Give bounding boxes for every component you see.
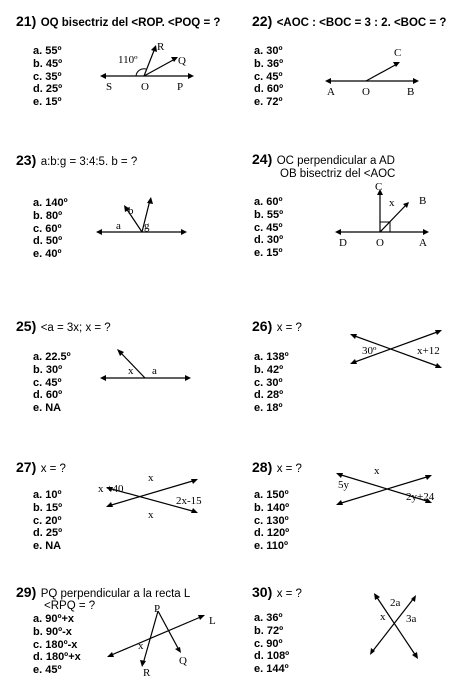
option-c[interactable]: c. 45º [33, 376, 62, 389]
answer-options [33, 613, 81, 677]
angle-b-label: b [128, 205, 134, 217]
option-a[interactable]: a. 90º+x [33, 613, 75, 625]
problem-number: 28) [252, 459, 273, 475]
point-o: O [376, 237, 384, 249]
problem-number: 24) [252, 151, 273, 167]
point-d: D [339, 237, 347, 249]
option-b[interactable]: b. 80º [33, 209, 63, 222]
option-a[interactable]: a. 150º [254, 489, 289, 501]
angle-label-right: 2x-15 [176, 495, 202, 507]
point-b: B [407, 86, 415, 98]
option-e[interactable]: e. NA [33, 402, 62, 415]
option-c[interactable]: c. 30º [254, 376, 283, 389]
intersecting-lines-diagram [96, 466, 211, 521]
option-b[interactable]: b. 140º [254, 501, 290, 514]
answer-options [254, 612, 289, 676]
angle-diagram [96, 192, 191, 242]
problem-statement-line2: OB bisectriz del <AOC [280, 168, 396, 180]
option-e[interactable]: e. 18º [254, 402, 283, 415]
point-c: C [394, 47, 402, 59]
answer-options [33, 45, 62, 109]
point-q: Q [178, 55, 186, 67]
option-e[interactable]: e. 15º [33, 96, 62, 109]
option-d[interactable]: d. 28º [254, 389, 284, 402]
option-e[interactable]: e. NA [33, 540, 62, 553]
problem-number: 27) [16, 459, 37, 475]
option-c[interactable]: c. 180º-x [33, 638, 78, 651]
option-a[interactable]: a. 140º [33, 197, 68, 209]
angle-label: 110º [118, 54, 138, 66]
angle-diagram [100, 342, 195, 387]
problem-statement: x = ? [276, 463, 302, 475]
option-d[interactable]: d. 120º [254, 527, 290, 540]
angle-diagram [325, 45, 425, 100]
option-d[interactable]: d. 60º [254, 83, 284, 96]
point-r: R [157, 41, 165, 53]
perpendicular-diagram [105, 602, 225, 682]
option-d[interactable]: d. 30º [254, 234, 284, 247]
option-c[interactable]: c. 20º [33, 514, 62, 527]
point-r: R [143, 667, 151, 679]
option-d[interactable]: d. 108º [254, 650, 290, 663]
option-e[interactable]: e. 15º [254, 247, 283, 260]
option-d[interactable]: d. 50º [33, 235, 63, 248]
problem-statement: OQ bisectriz del <ROP. <POQ = ? [40, 17, 221, 29]
line-l: L [209, 615, 216, 627]
point-o: O [141, 81, 149, 93]
option-a[interactable]: a. 30º [254, 45, 283, 57]
problem-number: 30) [252, 584, 273, 600]
problem-number: 26) [252, 318, 273, 334]
problem-title [16, 585, 190, 601]
problem-statement: OC perpendicular a AD [276, 155, 395, 167]
option-a[interactable]: a. 36º [254, 612, 283, 624]
problem-statement: <a = 3x; x = ? [40, 322, 111, 334]
problem-title [252, 319, 302, 335]
angle-label-left: x +40 [98, 483, 124, 495]
option-a[interactable]: a. 22.5º [33, 351, 71, 363]
point-c: C [375, 181, 383, 193]
answer-options [33, 489, 62, 553]
angle-a-label: a [152, 365, 157, 377]
option-d[interactable]: d. 25º [33, 83, 63, 96]
point-a: A [419, 237, 427, 249]
angle-label-x12: x+12 [417, 345, 440, 357]
problem-title [252, 460, 302, 476]
point-s: S [106, 81, 113, 93]
option-c[interactable]: c. 60º [33, 222, 62, 235]
option-a[interactable]: a. 60º [254, 196, 283, 208]
problem-title [252, 585, 302, 601]
angle-label-bottom: x [148, 509, 154, 521]
angle-label-top: x [148, 472, 154, 484]
option-d[interactable]: d. 180º+x [33, 651, 81, 664]
option-c[interactable]: c. 90º [254, 637, 283, 650]
problem-statement: <AOC : <BOC = 3 : 2. <BOC = ? [276, 17, 447, 29]
option-c[interactable]: c. 45º [254, 70, 283, 83]
angle-label-x: x [380, 611, 386, 623]
angle-label-3a: 3a [406, 613, 417, 625]
angle-diagram [335, 182, 435, 252]
angle-diagram [100, 40, 200, 100]
problem-statement: PQ perpendicular a la recta L [40, 588, 191, 600]
angle-x-label: x [128, 365, 134, 377]
angle-label-30: 30º [362, 345, 377, 357]
angle-label-2y24: 2y+24 [406, 491, 435, 503]
option-c[interactable]: c. 130º [254, 514, 289, 527]
answer-options [33, 351, 71, 415]
option-e[interactable]: e. 144º [254, 663, 289, 676]
answer-options [254, 45, 283, 109]
option-e[interactable]: e. 110º [254, 540, 288, 553]
answer-options [33, 197, 68, 261]
option-e[interactable]: e. 45º [33, 664, 62, 677]
problem-number: 21) [16, 13, 37, 29]
option-c[interactable]: c. 35º [33, 70, 62, 83]
option-e[interactable]: e. 40º [33, 248, 62, 261]
point-p: P [154, 603, 161, 615]
problem-statement-line2: <RPQ = ? [44, 600, 96, 612]
option-a[interactable]: a. 10º [33, 489, 62, 501]
problem-statement: x = ? [276, 322, 302, 334]
point-q: Q [179, 655, 187, 667]
option-b[interactable]: b. 72º [254, 624, 284, 637]
option-b[interactable]: b. 36º [254, 57, 284, 70]
point-b: B [419, 195, 427, 207]
angle-label-x: x [374, 465, 380, 477]
problem-title [16, 319, 111, 335]
answer-options [254, 489, 289, 553]
problem-number: 23) [16, 152, 37, 168]
option-b[interactable]: b. 55º [254, 208, 284, 221]
angle-label-5y: 5y [338, 479, 349, 491]
option-a[interactable]: a. 55º [33, 45, 62, 57]
problem-number: 22) [252, 13, 273, 29]
option-b[interactable]: b. 42º [254, 363, 284, 376]
option-b[interactable]: b. 30º [33, 363, 63, 376]
option-b[interactable]: b. 15º [33, 501, 63, 514]
point-a: A [327, 86, 335, 98]
problem-statement: x = ? [276, 588, 302, 600]
angle-x-label: x [138, 640, 144, 652]
option-b[interactable]: b. 90º-x [33, 625, 72, 638]
answer-options [254, 196, 283, 260]
option-c[interactable]: c. 45º [254, 221, 283, 234]
option-b[interactable]: b. 45º [33, 57, 63, 70]
intersecting-lines-diagram [348, 325, 448, 375]
option-d[interactable]: d. 25º [33, 527, 63, 540]
problem-title [16, 460, 66, 476]
angle-label-2a: 2a [390, 597, 401, 609]
angle-a-label: a [116, 220, 121, 232]
problem-number: 25) [16, 318, 37, 334]
option-a[interactable]: a. 138º [254, 351, 289, 363]
problem-title [252, 14, 446, 30]
point-o: O [362, 86, 370, 98]
answer-options [254, 351, 289, 415]
intersecting-lines-diagram [332, 462, 447, 517]
point-p: P [177, 81, 184, 93]
option-e[interactable]: e. 72º [254, 96, 283, 109]
option-d[interactable]: d. 60º [33, 389, 63, 402]
problem-number: 29) [16, 584, 37, 600]
problem-title [16, 153, 137, 169]
angle-g-label: g [144, 220, 150, 232]
problem-title [16, 14, 220, 30]
intersecting-lines-diagram [362, 590, 432, 665]
problem-statement: a:b:g = 3:4:5. b = ? [40, 156, 138, 168]
angle-x-label: x [389, 197, 395, 209]
problem-statement: x = ? [40, 463, 66, 475]
problem-title [252, 152, 395, 168]
